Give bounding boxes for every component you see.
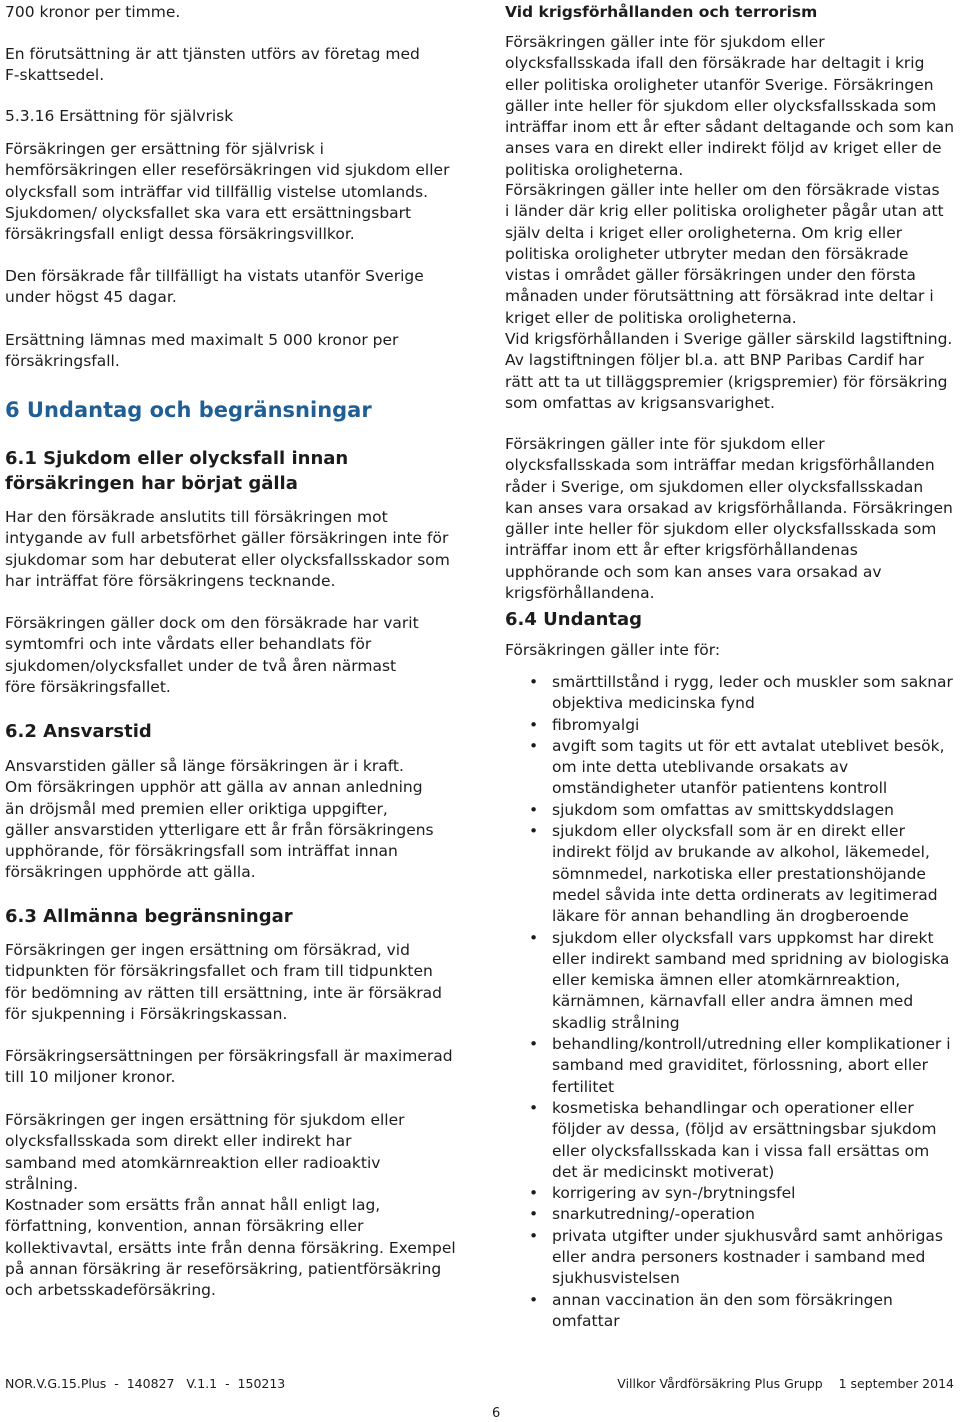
paragraph-krig-d: Försäkringen gäller inte för sjukdom eller olycksfallsskada som inträffar medan krigsförhållanden råder i Sverige, om sjukdomen eller olycksfallsskadan kan anses vara orsakad av krigsförhållanda. Försäkringen gäller inte heller för sjukdom eller olycksfallsskada som inträffar inom ett år efter krigsförhållandenas upphörande och som kan anses vara orsakad av krigsförhållandena. [505,435,953,603]
paragraph-6-4-intro: Försäkringen gäller inte för: [505,641,721,659]
page-number: 6 [492,1406,501,1421]
exclusion-text: snarkutredning/-operation [552,1205,755,1224]
heading-6-4: 6.4 Undantag [505,609,643,630]
exclusion-list-item [505,1034,955,1098]
exclusion-text: fibromyalgi [552,715,640,734]
chapter-heading-6: 6 Undantag och begränsningar [5,398,372,422]
exclusion-list-item [505,736,955,800]
bullet-icon: • [529,1290,539,1309]
paragraph-6-1-b: Försäkringen gäller dock om den försäkrade har varit symtomfri och inte vårdats eller behandlats för sjukdomen/olycksfallet under de två åren närmast före försäkringsfallet. [5,614,419,696]
heading-6-2: 6.2 Ansvarstid [5,721,152,742]
paragraph-6-1-a: Har den försäkrade anslutits till försäkringen mot intygande av full arbetsförhet gäller försäkringen inte för sjukdomar som har debuterat eller olycksfallsskador som har inträffat före försäkringens tecknande. [5,508,450,590]
paragraph-45-dagar: Den försäkrade får tillfälligt ha vistats utanför Sverige under högst 45 dagar. [5,267,424,307]
bullet-icon: • [529,1098,539,1117]
exclusion-list-item [505,821,955,927]
paragraph-6-3-d: Kostnader som ersätts från annat håll enligt lag, författning, konvention, annan försäkring eller kollektivavtal, ersätts inte från denna försäkring. Exempel på annan försäkring är reseförsäkring, patientförsäkring och arbetsskadeförsäkring. [5,1196,456,1300]
exclusion-text: korrigering av syn-/brytningsfel [552,1184,796,1203]
exclusion-list-item [505,715,955,736]
exclusion-list-item [505,672,955,715]
exclusion-list-item [505,1183,955,1204]
bullet-icon: • [529,1205,539,1224]
bullet-icon: • [529,1226,539,1245]
bullet-icon: • [529,800,539,819]
exclusion-text: sjukdom eller olycksfall som är en direkt eller indirekt följd av brukande av alkohol, läkemedel, sömnmedel, narkotiska eller prestationshöjande medel såvida inte detta ordinerats av legitimerad läkare för annan behandling än drogberoende [552,822,938,926]
footer-document-title: Villkor Vårdförsäkring Plus Grupp 1 september 2014 [617,1376,954,1391]
paragraph-krig-a: Försäkringen gäller inte för sjukdom eller olycksfallsskada ifall den försäkrade har deltagit i krig eller politiska oroligheter utanför Sverige. Försäkringen gäller inte heller för sjukdom eller olycksfallsskada som inträffar inom ett år efter sådant deltagande och som kan anses vara en direkt eller indirekt följd av kriget eller de politiska oroligheterna. [505,33,955,179]
exclusion-list-item [505,1098,955,1183]
bullet-icon: • [529,1184,539,1203]
bullet-icon: • [529,673,539,691]
paragraph-f-skattsedel: En förutsättning är att tjänsten utförs av företag med F-skattsedel. [5,45,420,85]
paragraph-krig-b: Försäkringen gäller inte heller om den försäkrade vistas i länder där krig eller politiska oroligheter pågår utan att själv delta i kriget eller oroligheterna. Om krig eller politiska oroligheter utbryter medan den försäkrade vistas i området gäller försäkringen under den första månaden under förutsättning att försäkrad inte deltar i kriget eller de politiska oroligheterna. [505,181,944,327]
heading-6-1: 6.1 Sjukdom eller olycksfall innan försäkringen har börjat gälla [5,448,349,494]
heading-5-3-16: 5.3.16 Ersättning för självrisk [5,107,234,125]
footer-document-code: NOR.V.G.15.Plus - 140827 V.1.1 - 150213 [5,1376,286,1391]
exclusion-text: sjukdom eller olycksfall vars uppkomst har direkt eller indirekt samband med spridning av biologiska eller kemiska ämnen eller atomkärnreaktion, kärnämnen, kärnavfall eller andra ämnen med skadlig strålning [552,928,950,1032]
exclusion-list-item [505,1204,955,1225]
bullet-icon: • [529,822,539,841]
paragraph-maximalt: Ersättning lämnas med maximalt 5 000 kronor per försäkringsfall. [5,331,399,371]
exclusion-list-item [505,1290,955,1333]
exclusion-list-item [505,1226,955,1290]
bullet-icon: • [529,928,539,947]
heading-krigsforhallanden: Vid krigsförhållanden och terrorism [505,3,818,21]
exclusion-text: sjukdom som omfattas av smittskyddslagen [552,800,894,819]
bullet-icon: • [529,736,539,755]
paragraph-6-3-c: Försäkringen ger ingen ersättning för sjukdom eller olycksfallsskada som direkt eller indirekt har samband med atomkärnreaktion eller radioaktiv strålning. [5,1111,405,1193]
exclusion-text: avgift som tagits ut för ett avtalat uteblivet besök, om inte detta uteblivande orsakats av omständigheter utanför patientens kontroll [552,736,945,798]
exclusion-text: kosmetiska behandlingar och operationer eller följder av dessa, (följd av ersättningsbar sjukdom eller olycksfallsskada kan i vissa fall ersättas om det är medicinskt motiverat) [552,1098,937,1181]
exclusion-text: privata utgifter under sjukhusvård samt anhörigas eller andra personers kostnader i samband med sjukhusvistelsen [552,1226,943,1288]
paragraph-6-2: Ansvarstiden gäller så länge försäkringen är i kraft. Om försäkringen upphör att gälla av annan anledning än dröjsmål med premien eller oriktiga uppgifter, gäller ansvarstiden ytterligare ett år från försäkringens upphörande, för försäkringsfall som inträffat innan försäkringen upphörde att gälla. [5,757,434,882]
paragraph-krig-c: Vid krigsförhållanden i Sverige gäller särskild lagstiftning. Av lagstiftningen följer bl.a. att BNP Paribas Cardif har rätt att ta ut tilläggspremier (krigspremier) för försäkring som omfattas av krigsansvarighet. [505,330,953,412]
exclusion-list-item [505,928,955,1034]
exclusion-text: behandling/kontroll/utredning eller komplikationer i samband med graviditet, förlossning, abort eller fertilitet [552,1035,951,1096]
exclusion-list-item [505,800,955,821]
exclusion-text: annan vaccination än den som försäkringen omfattar [552,1290,893,1330]
paragraph-6-3-a: Försäkringen ger ingen ersättning om försäkrad, vid tidpunkten för försäkringsfallet och fram till tidpunkten för bedömning av rätten till ersättning, inte är försäkrad för sjukpenning i Försäkringskassan. [5,941,442,1023]
bullet-icon: • [529,715,539,734]
exclusion-list [505,672,955,1332]
paragraph-sjalvrisk: Försäkringen ger ersättning för självrisk i hemförsäkringen eller reseförsäkringen vid sjukdom eller olycksfall som inträffar vid tillfällig vistelse utomlands. Sjukdomen/ olycksfallet ska vara ett ersättningsbart försäkringsfall enligt dessa försäkringsvillkor. [5,140,450,244]
heading-6-3: 6.3 Allmänna begränsningar [5,906,293,927]
exclusion-text: smärttillstånd i rygg, leder och muskler som saknar objektiva medicinska fynd [552,673,953,713]
paragraph-6-3-b: Försäkringsersättningen per försäkringsfall är maximerad till 10 miljoner kronor. [5,1047,453,1087]
bullet-icon: • [529,1035,539,1054]
paragraph-hourly-rate: 700 kronor per timme. [5,3,181,21]
